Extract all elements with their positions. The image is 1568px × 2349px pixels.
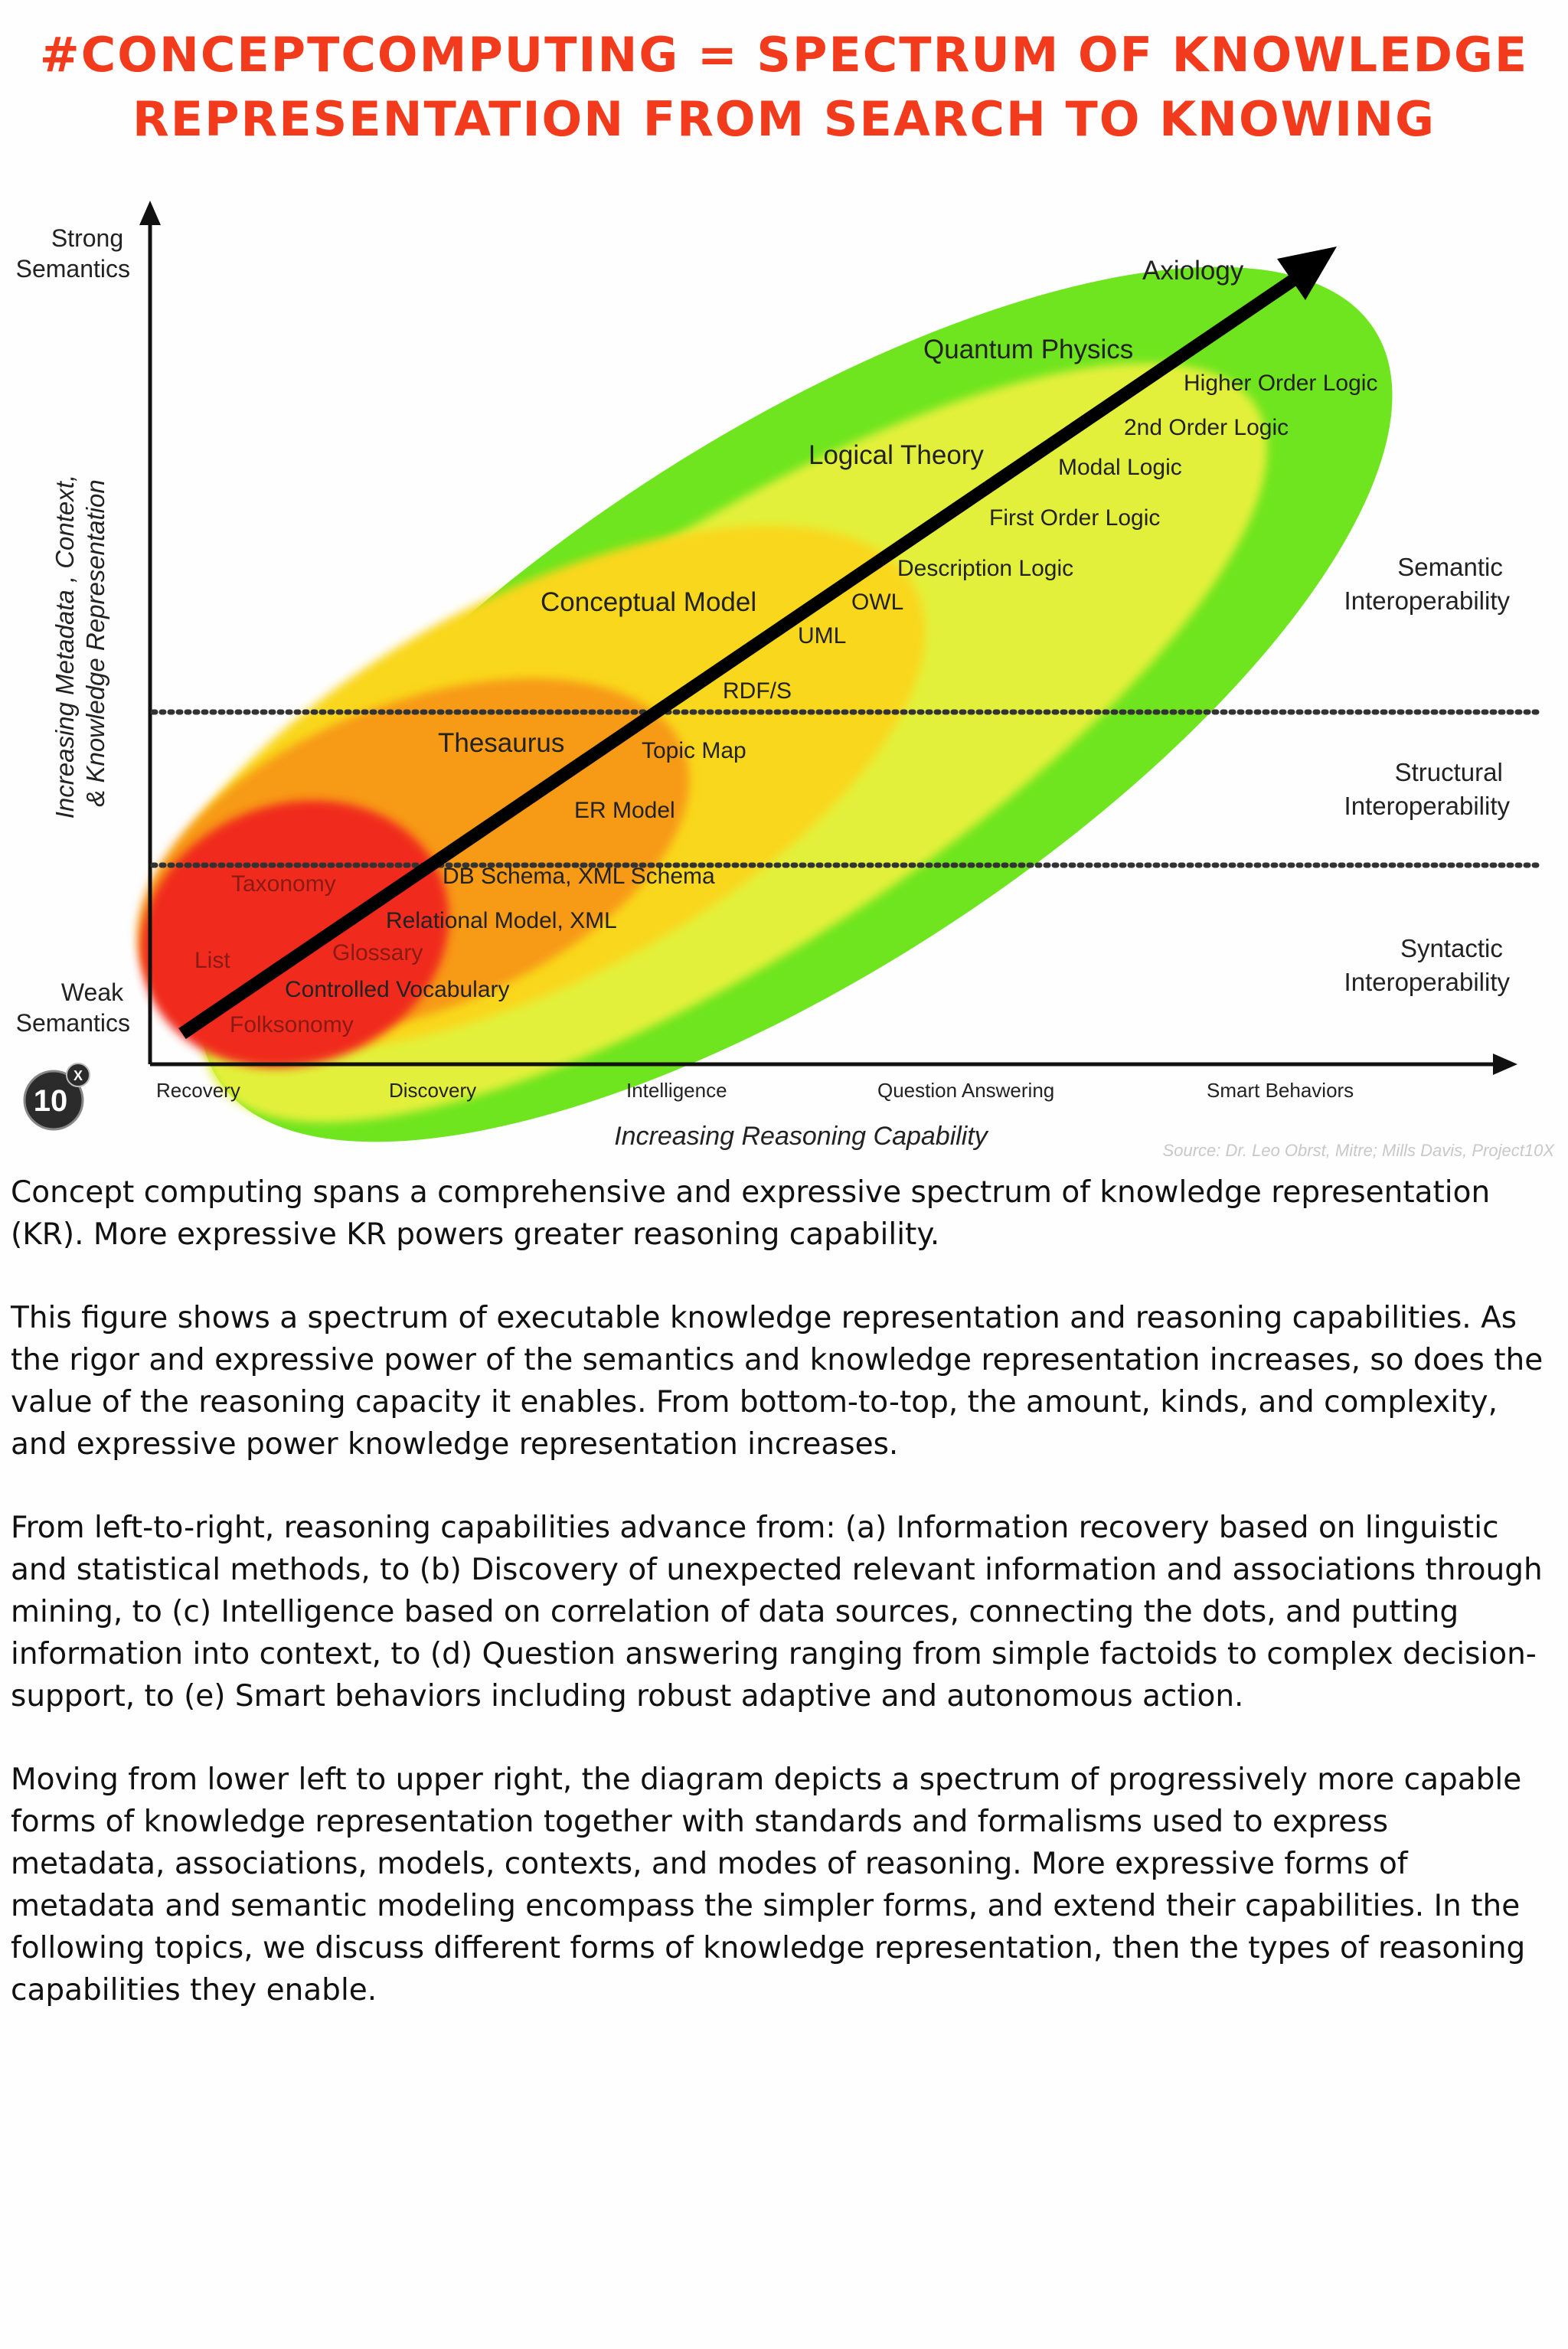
label-quantum-physics: Quantum Physics	[923, 335, 1134, 364]
page-title	[0, 23, 1568, 152]
band-syntactic: Syntactic Interoperability	[1344, 934, 1510, 996]
label-list: List	[194, 948, 230, 973]
label-topic-map: Topic Map	[642, 738, 746, 763]
band-structural: Structural Interoperability	[1344, 758, 1510, 820]
label-thesaurus: Thesaurus	[438, 728, 565, 758]
label-axiology: Axiology	[1142, 256, 1244, 286]
label-rdfs: RDF/S	[723, 678, 792, 704]
label-uml: UML	[798, 623, 847, 649]
project10x-logo	[24, 1063, 90, 1129]
label-second-order-logic: 2nd Order Logic	[1124, 415, 1289, 440]
paragraph: Moving from lower left to upper right, the diagram depicts a spectrum of progressively more capable forms of knowledge representation together with standards and formalisms used to express metadata, associations, models, contexts, and modes of reasoning. More expressive forms of metadata and semantic modeling encompass the simpler forms, and extend their capabilities. In the following topics, we discuss different forms of knowledge representation, then the types of reasoning capabilities they enable.	[11, 1763, 1526, 2008]
label-db-schema: DB Schema, XML Schema	[443, 864, 715, 889]
label-first-order-logic: First Order Logic	[989, 505, 1161, 531]
x-tick-smart-behaviors: Smart Behaviors	[1207, 1079, 1354, 1102]
label-logical-theory: Logical Theory	[808, 440, 984, 470]
svg-text:10: 10	[33, 1084, 68, 1118]
source-credit: Source: Dr. Leo Obrst, Mitre; Mills Davis, Project10X	[1162, 1141, 1554, 1160]
x-tick-recovery: Recovery	[156, 1079, 240, 1102]
x-tick-question-answering: Question Answering	[877, 1079, 1055, 1102]
title-line-1: #CONCEPTCOMPUTING = SPECTRUM OF KNOWLEDGE	[39, 27, 1529, 83]
label-taxonomy: Taxonomy	[231, 871, 336, 897]
x-axis-title: Increasing Reasoning Capability	[614, 1122, 988, 1151]
label-glossary: Glossary	[332, 940, 423, 965]
title-line-2: REPRESENTATION FROM SEARCH TO KNOWING	[132, 91, 1436, 147]
y-axis-bottom-label: Weak Semantics	[15, 978, 130, 1037]
label-higher-order-logic: Higher Order Logic	[1184, 371, 1378, 396]
knowledge-spectrum-diagram	[0, 176, 1568, 1171]
paragraph: This figure shows a spectrum of executable knowledge representation and reasoning capabilities. As the rigor and expressive power of the semantics and knowledge representation increases, so does the value of the reasoning capacity it enables. From bottom-to-top, the amount, kinds, and complexity, and expressive power knowledge representation increases.	[11, 1301, 1544, 1462]
label-owl: OWL	[851, 590, 904, 615]
interoperability-bands	[1344, 553, 1511, 996]
label-conceptual-model: Conceptual Model	[541, 587, 757, 617]
svg-text:X: X	[73, 1068, 83, 1083]
paragraph: Concept computing spans a comprehensive and expressive spectrum of knowledge representation (KR). More expressive KR powers greater reasoning capability.	[11, 1175, 1491, 1252]
y-axis-arrowhead	[139, 201, 161, 225]
label-description-logic: Description Logic	[897, 556, 1074, 581]
label-folksonomy: Folksonomy	[230, 1012, 354, 1037]
paragraph: From left-to-right, reasoning capabilities advance from: (a) Information recovery based on linguistic and statistical methods, to (b) Discovery of unexpected relevant information and associations through mining, to (c) Intelligence based on correlation of data sources, connecting the dots, and putting information into context, to (d) Question answering ranging from simple factoids to complex decision-support, to (e) Smart behaviors including robust adaptive and autonomous action.	[11, 1511, 1543, 1714]
x-axis-arrowhead	[1493, 1054, 1517, 1075]
band-semantic: Semantic Interoperability	[1344, 553, 1510, 615]
label-modal-logic: Modal Logic	[1058, 455, 1182, 480]
label-er-model: ER Model	[574, 798, 675, 823]
label-controlled-vocabulary: Controlled Vocabulary	[285, 977, 510, 1002]
label-relational-model: Relational Model, XML	[386, 908, 617, 933]
article-body	[11, 1171, 1550, 2053]
y-axis-title: Increasing Metadata , Context, & Knowledge Representation	[51, 474, 109, 819]
x-tick-intelligence: Intelligence	[626, 1079, 727, 1102]
x-tick-discovery: Discovery	[389, 1079, 477, 1102]
y-axis-top-label: Strong Semantics	[15, 224, 130, 283]
